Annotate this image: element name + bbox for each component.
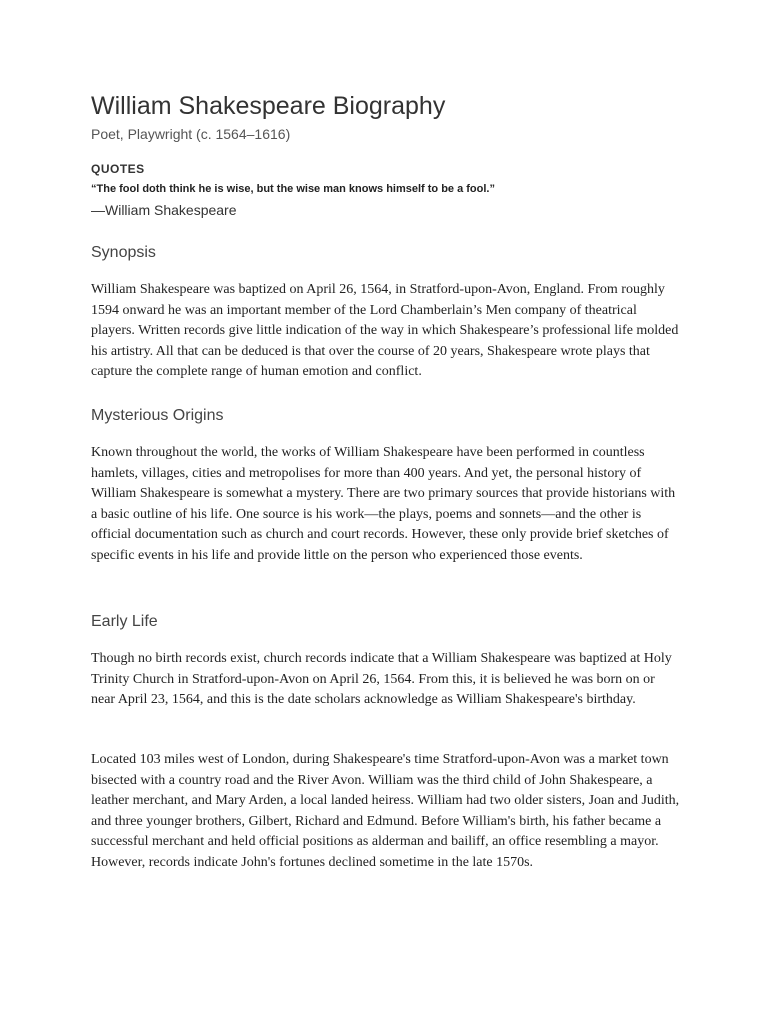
early-life-paragraph-1: Though no birth records exist, church records indicate that a William Shakespeare was baptized at Holy Trinity Church in Stratford-upon-Avon on April 26, 1564. From this, it is believed he was born on or near April 23, 1564, and this is the date scholars acknowledge as William Shakespeare's birthday.	[91, 651, 672, 707]
quotes-label: QUOTES	[91, 162, 145, 176]
mysterious-origins-paragraph: Known throughout the world, the works of William Shakespeare have been performed in countless hamlets, villages, cities and metropolises for more than 400 years. And yet, the personal history of William Shakespeare is somewhat a mystery. There are two primary sources that provide historians with a basic outline of his life. One source is his work—the plays, poems and sonnets—and the other is official documentation such as church and court records. However, these only provide brief sketches of specific events in his life and provide little on the person who experienced those events.	[91, 445, 676, 563]
page-title: William Shakespeare Biography	[91, 92, 446, 120]
synopsis-heading: Synopsis	[91, 244, 156, 261]
mysterious-origins-heading: Mysterious Origins	[91, 407, 224, 424]
early-life-paragraph-2: Located 103 miles west of London, during Shakespeare's time Stratford-upon-Avon was a market town bisected with a country road and the River Avon. William was the third child of John Shakespeare, a leather merchant, and Mary Arden, a local landed heiress. William had two older sisters, Joan and Judith, and three younger brothers, Gilbert, Richard and Edmund. Before William's birth, his father became a successful merchant and held official positions as alderman and bailiff, an office resembling a mayor. However, records indicate John's fortunes declined sometime in the late 1570s.	[91, 752, 680, 870]
synopsis-paragraph: William Shakespeare was baptized on April 26, 1564, in Stratford-upon-Avon, England. From roughly 1594 onward he was an important member of the Lord Chamberlain’s Men company of theatrical players. Written records give little indication of the way in which Shakespeare’s professional life molded his artistry. All that can be deduced is that over the course of 20 years, Shakespeare wrote plays that capture the complete range of human emotion and conflict.	[91, 282, 679, 379]
early-life-heading: Early Life	[91, 613, 158, 630]
quote-text: “The fool doth think he is wise, but the wise man knows himself to be a fool.”	[91, 183, 495, 195]
quote-attribution: —William Shakespeare	[91, 202, 237, 218]
page-subtitle: Poet, Playwright (c. 1564–1616)	[91, 126, 291, 142]
